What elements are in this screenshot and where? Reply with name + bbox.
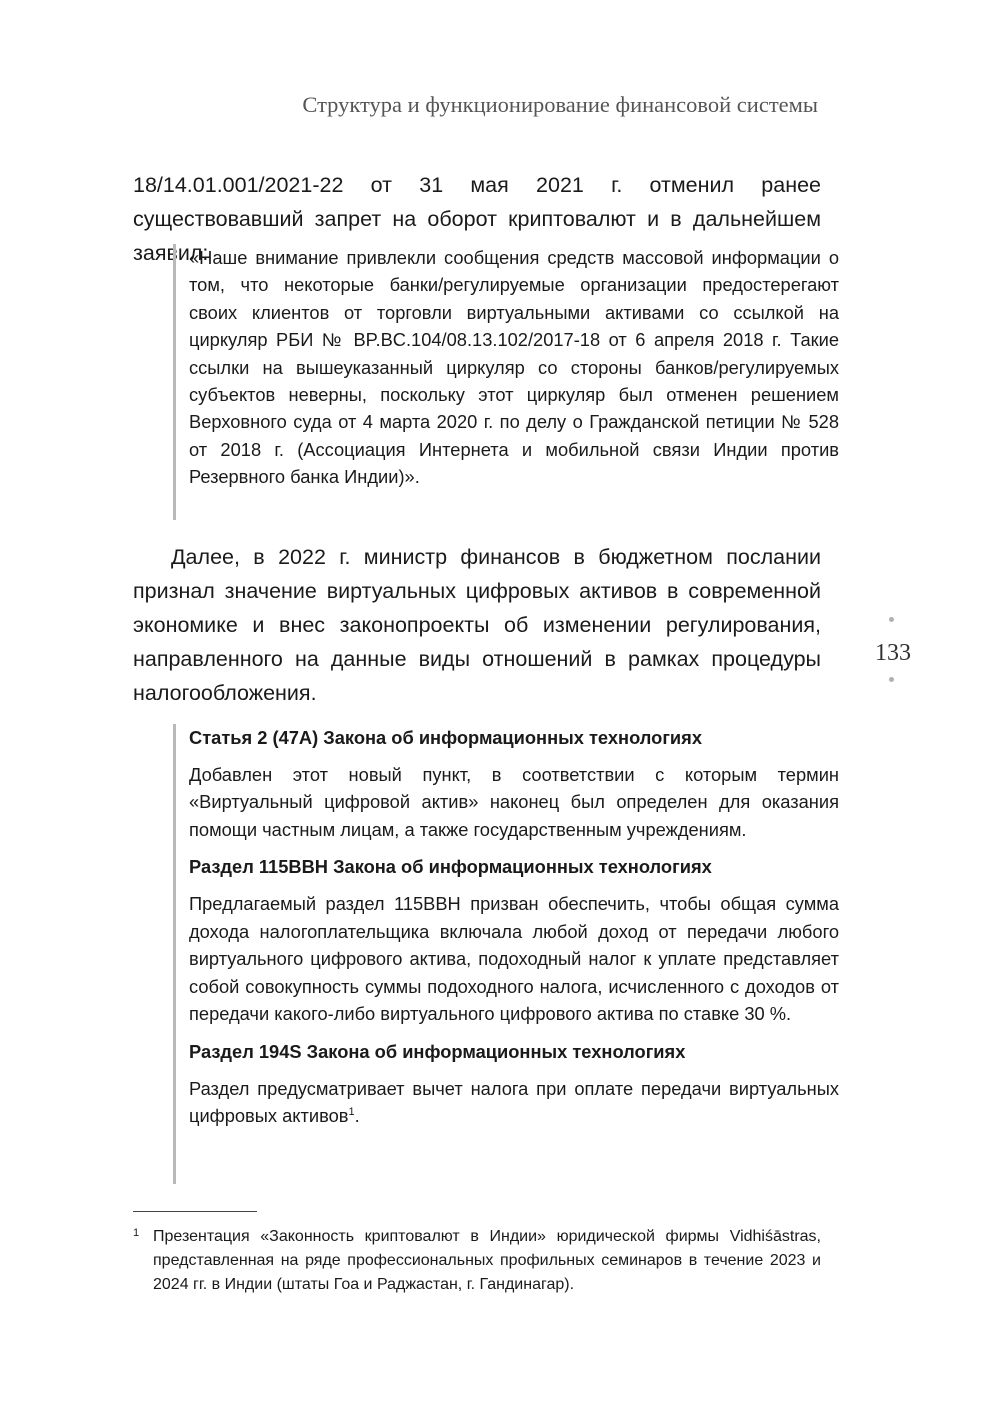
footnote-divider [133, 1211, 257, 1212]
running-header: Структура и функционирование финансовой системы [302, 92, 818, 117]
footnote-text: Презентация «Законность криптовалют в Индии» юридической фирмы Vidhiśāstras, представленная на ряде профессиональных профильных семинаров в течение 2023 и 2024 гг. в Индии (штаты Гоа и Раджастан, г. Гандинагар). [153, 1228, 821, 1293]
footnote [133, 1225, 821, 1297]
paragraph-continuation: 18/14.01.001/2021-22 от 31 мая 2021 г. отменил ранее существовавший запрет на оборот криптовалют и в дальнейшем заявил: [133, 173, 821, 265]
law-section-title: Раздел 115ВВН Закона об информационных технологиях [189, 856, 712, 878]
page-number-dot-bottom [889, 677, 894, 682]
page-number: 133 [875, 640, 911, 666]
law-section-text: Раздел предусматривает вычет налога при оплате передачи виртуальных цифровых активов [189, 1077, 839, 1127]
law-section-title: Раздел 194S Закона об информационных технологиях [189, 1040, 686, 1062]
law-section-text-with-ref: Раздел предусматривает вычет налога при оплате передачи виртуальных цифровых активов$^1$. [189, 1077, 839, 1127]
block-quote [173, 244, 839, 520]
page-number-dot-top [889, 617, 894, 622]
law-sections-block [173, 724, 839, 1184]
law-section-title: Статья 2 (47А) Закона об информационных технологиях [189, 727, 703, 748]
footnote-reference[interactable]: 1 [348, 1106, 355, 1119]
footnote-mark: 1 [133, 1227, 140, 1239]
law-section-text: Добавлен этот новый пункт, в соответствии с которым термин «Виртуальный цифровой актив» наконец был определен для оказания помощи частным лицам, а также государственным учреждениям. [189, 763, 839, 840]
paragraph-budget: Далее, в 2022 г. министр финансов в бюджетном послании признал значение виртуальных цифровых активов в современной экономике и внес законопроекты об изменении регулирования, направленного на данные виды отношений в рамках процедуры налогообложения. [133, 545, 821, 705]
law-section-text: Предлагаемый раздел 115ВВН призван обеспечить, чтобы общая сумма дохода налогоплательщика включала любой доход от передачи любого виртуального цифрового актива, подоходный налог к уплате представляет собой совокупность суммы подоходного налога, исчисленного с доходов от передачи какого-либо виртуального цифрового актива по ставке 30 %. [189, 892, 839, 1025]
quote-text: «Наше внимание привлекли сообщения средств массовой информации о том, что некоторые банки/регулируемые организации предостерегают своих клиентов от торговли виртуальными активами со ссылкой на циркуляр РБИ № BP.BC.104/08.13.102/2017-18 от 6 апреля 2018 г. Такие ссылки на вышеуказанный циркуляр со стороны банков/регулируемых субъектов неверны, поскольку этот циркуляр был отменен решением Верховного суда от 4 марта 2020 г. по делу о Гражданской петиции № 528 от 2018 г. (Ассоциация Интернета и мобильной связи Индии против Резервного банка Индии)». [189, 247, 839, 488]
